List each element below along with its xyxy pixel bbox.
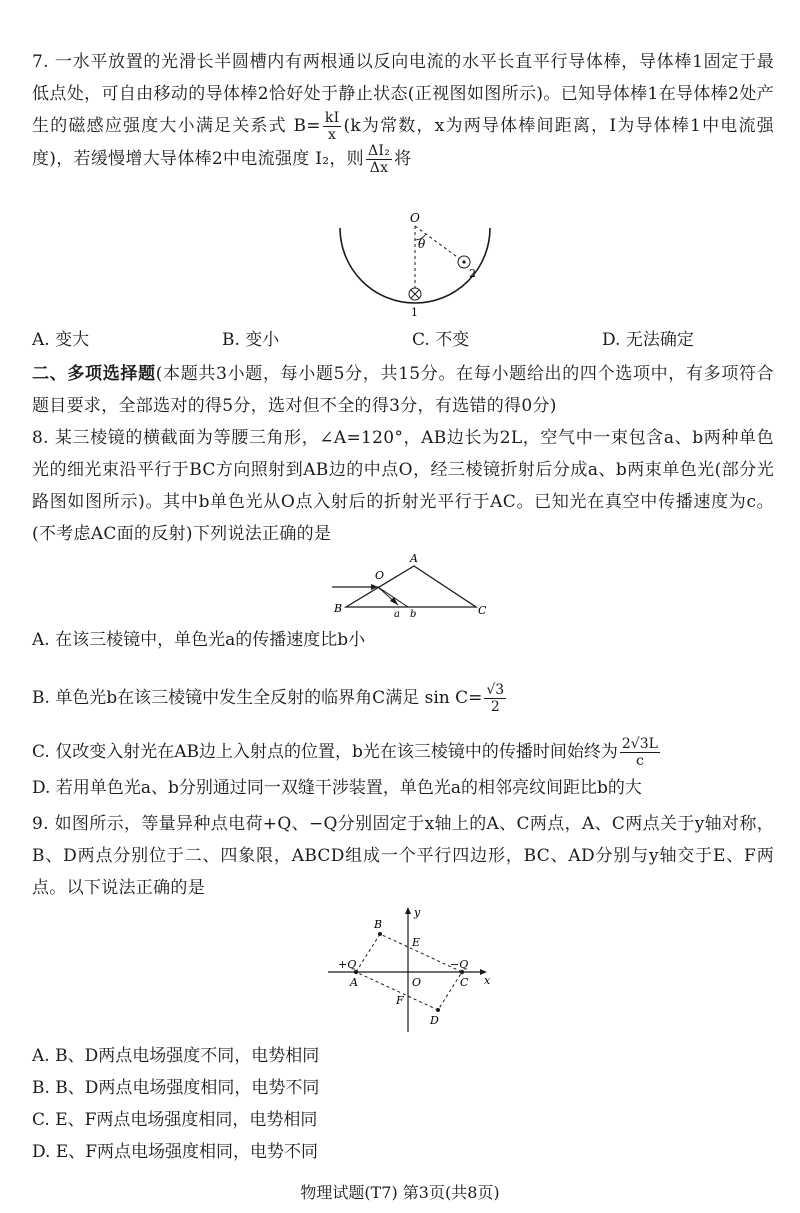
b-label: B xyxy=(374,918,383,931)
sin-c-denominator: 2 xyxy=(490,699,500,715)
q8-option-b-text: B. 单色光b在该三棱镜中发生全反射的临界角C满足 sin C= xyxy=(32,688,483,708)
q7-option-a[interactable]: A. 变大 xyxy=(32,330,90,350)
q7-option-d[interactable]: D. 无法确定 xyxy=(602,330,694,350)
theta-label: θ xyxy=(418,237,426,251)
section-2-description: (本题共3小题，每小题5分，共15分。在每小题给出的四个选项中，有多项符合题目要求，全部选对的得5分，选对但不全的得3分，有选错的得0分) xyxy=(32,364,774,416)
d-label: D xyxy=(430,1014,439,1027)
q9-option-d[interactable]: D. E、F两点电场强度相同，电势不同 xyxy=(32,1142,319,1162)
y-axis-arrow xyxy=(405,907,411,914)
q7-text-b: (k为常数，x为两导体棒间距离，I为导体棒1中电流强度)，若缓慢增大导体棒2中电流强度 I₂，则 xyxy=(32,116,774,169)
question-9-text: 9. 如图所示，等量异种点电荷+Q、−Q分别固定于x轴上的A、C两点，A、C两点关于y轴对称，B、D两点分别位于二、四象限，ABCD组成一个平行四边形，BC、AD分别与y轴交于E、F两点。以下说法正确的是 xyxy=(32,814,774,898)
vertex-b-label: B xyxy=(334,602,343,615)
ray-a-label: a xyxy=(394,609,400,618)
q7-semicircle-figure xyxy=(330,210,500,325)
c-label: C xyxy=(460,976,469,989)
q9-option-c[interactable]: C. E、F两点电场强度相同，电势相同 xyxy=(32,1110,318,1130)
point-b xyxy=(378,932,382,936)
ratio-numerator: ΔI₂ xyxy=(367,143,391,159)
point-o-label: O xyxy=(410,211,420,225)
vertex-c-label: C xyxy=(478,604,487,617)
conductor-2-label: 2 xyxy=(469,267,476,280)
q7-text-a: 7. 一水平放置的光滑长半圆槽内有两根通以反向电流的水平长直平行导体棒，导体棒1固定于最低点处，可自由移动的导体棒2恰好处于静止状态(正视图如图所示)。已知导体棒1在导体棒2处产生的磁感应强度大小满足关系式 B= xyxy=(32,52,774,136)
conductor-1-label: 1 xyxy=(411,306,418,319)
sin-c-numerator: √3 xyxy=(486,682,505,698)
page-footer: 物理试题(T7) 第3页(共8页) xyxy=(300,1183,500,1202)
x-axis-label: x xyxy=(484,974,491,987)
time-numerator: 2√3L xyxy=(621,736,658,752)
time-denominator: c xyxy=(635,753,644,769)
e-label: E xyxy=(412,936,421,949)
q8-option-c[interactable] xyxy=(32,736,662,769)
f-label: F xyxy=(396,994,404,1007)
ratio-fraction xyxy=(366,143,392,176)
vertex-a-label: A xyxy=(410,552,418,565)
sin-c-fraction xyxy=(484,682,506,715)
q7-option-c[interactable]: C. 不变 xyxy=(412,330,470,350)
q7-option-b[interactable]: B. 变小 xyxy=(222,330,280,350)
ray-a-arrow xyxy=(390,597,398,605)
b-formula-numerator: kI xyxy=(324,110,340,126)
y-axis-label: y xyxy=(414,906,421,919)
point-d xyxy=(436,1008,440,1012)
b-formula-denominator: x xyxy=(328,127,337,143)
origin-label: O xyxy=(412,976,422,989)
q8-option-c-text: C. 仅改变入射光在AB边上入射点的位置，b光在该三棱镜中的传播时间始终为 xyxy=(32,742,618,762)
refracted-ray-b xyxy=(378,587,408,607)
time-fraction xyxy=(620,736,660,769)
section-2-header xyxy=(32,358,774,422)
a-label: A xyxy=(350,976,358,989)
q8-prism-figure xyxy=(326,552,496,618)
question-8-text: 8. 某三棱镜的横截面为等腰三角形，∠A=120°，AB边长为2L，空气中一束包含a、b两种单色光的细光束沿平行于BC方向照射到AB边的中点O，经三棱镜折射后分成a、b两束单色光(部分光路图如图所示)。其中b单色光从O点入射后的折射光平行于AC。已知光在真空中传播速度为c。(不考虑AC面的反射)下列说法正确的是 xyxy=(32,428,774,544)
conductor-2-dot xyxy=(462,260,465,263)
minus-q-label: −Q xyxy=(450,958,469,971)
b-formula-fraction xyxy=(323,110,342,143)
section-2-title: 二、多项选择题 xyxy=(32,364,156,384)
question-7-text xyxy=(32,46,774,176)
q9-option-b[interactable]: B. B、D两点电场强度相同，电势不同 xyxy=(32,1078,320,1098)
q8-option-d[interactable]: D. 若用单色光a、b分别通过同一双缝干涉装置，单色光a的相邻亮纹间距比b的大 xyxy=(32,778,642,798)
q8-option-a[interactable]: A. 在该三棱镜中，单色光a的传播速度比b小 xyxy=(32,630,366,650)
ratio-denominator: Δx xyxy=(369,160,389,176)
q8-option-b[interactable] xyxy=(32,682,508,715)
plus-q-label: +Q xyxy=(338,958,357,971)
ray-b-label: b xyxy=(410,609,417,618)
q7-text-c: 将 xyxy=(394,149,412,169)
q9-charge-figure xyxy=(322,904,502,1036)
point-o-label: O xyxy=(375,569,385,582)
q9-option-a[interactable]: A. B、D两点电场强度不同，电势相同 xyxy=(32,1046,320,1066)
